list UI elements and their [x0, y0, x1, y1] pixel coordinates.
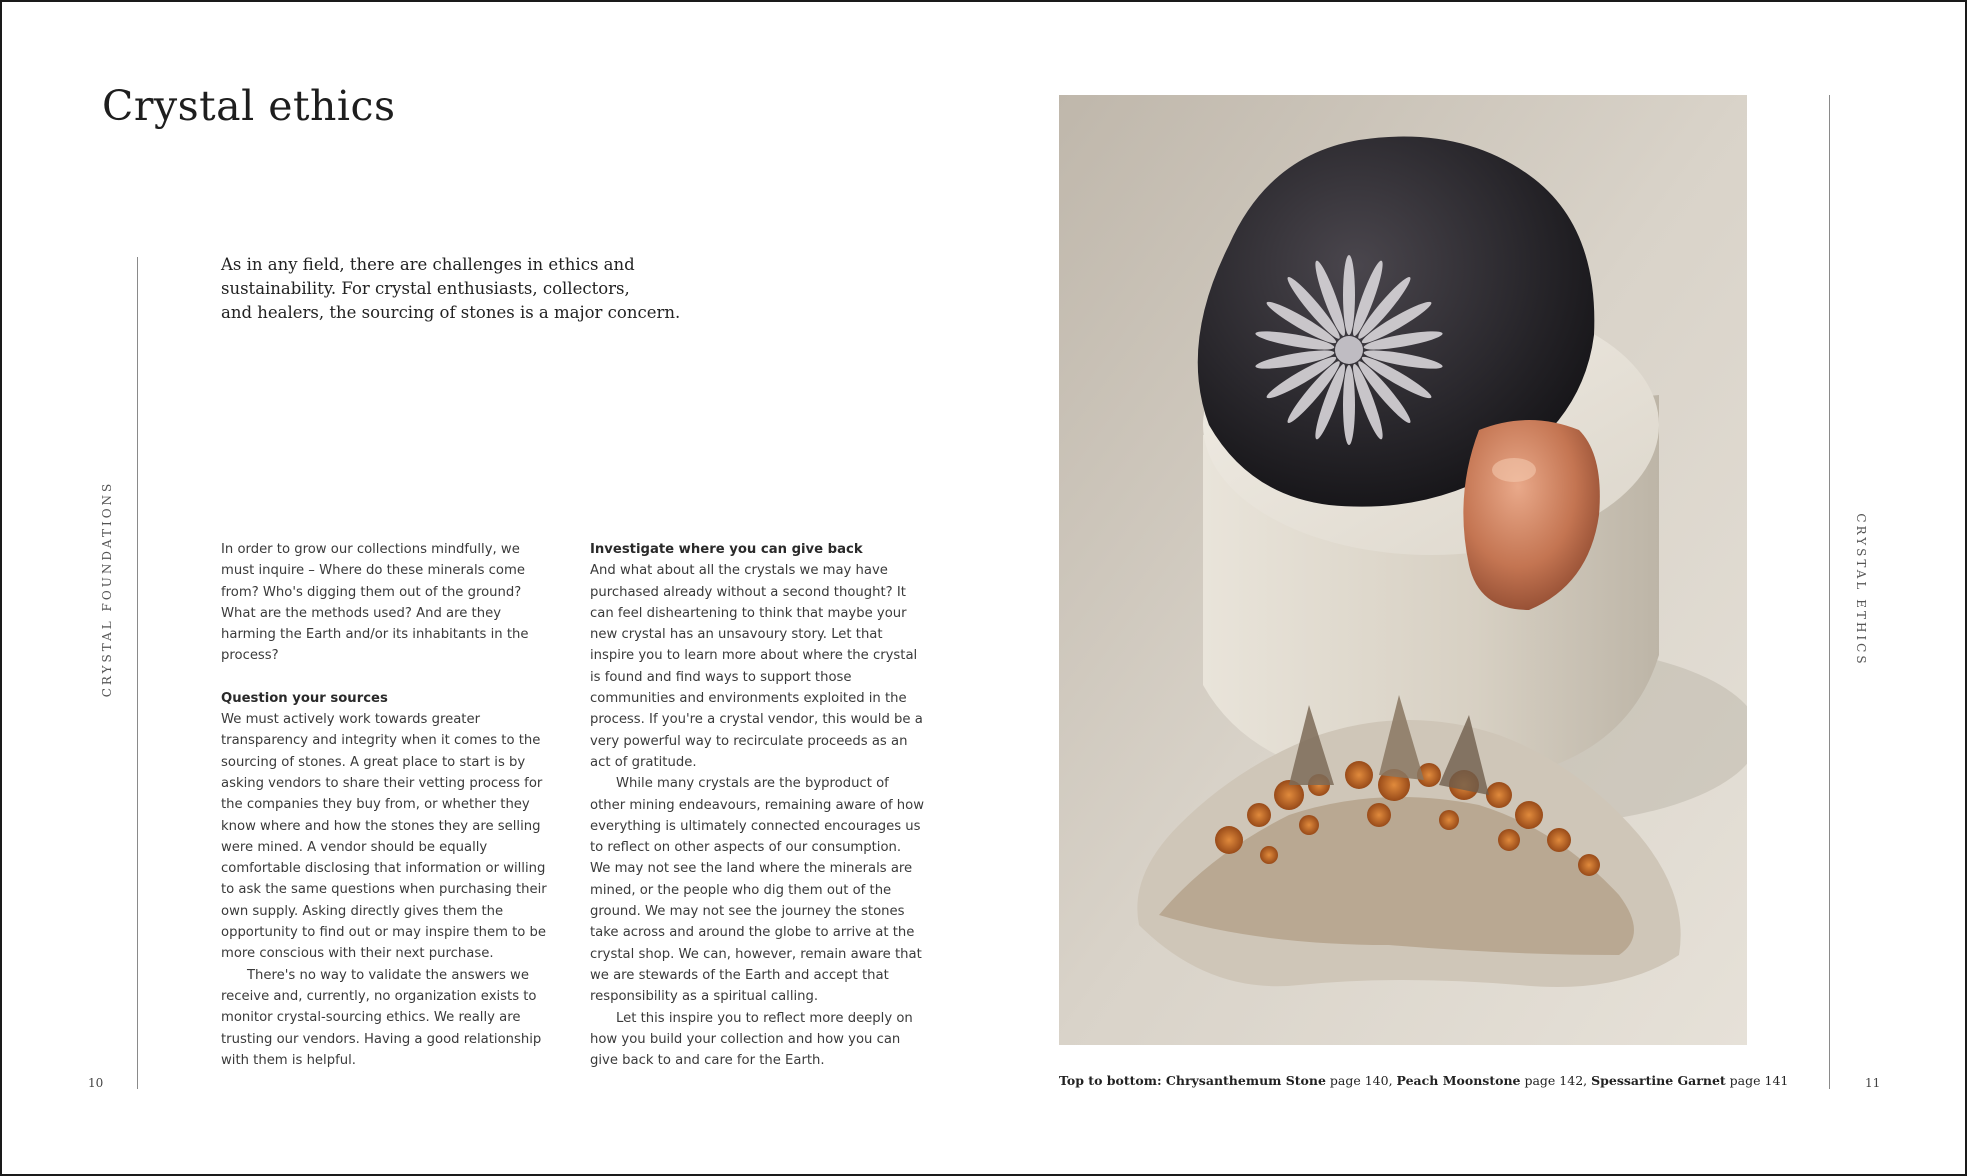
photo-caption: [1059, 1073, 1789, 1088]
caption-stone-2: Peach Moonstone: [1396, 1073, 1521, 1088]
right-page-number: 11: [1865, 1076, 1881, 1090]
crystal-illustration: [1059, 95, 1747, 1045]
caption-page-2: page 142,: [1520, 1073, 1592, 1088]
left-section-label: CRYSTAL FOUNDATIONS: [100, 480, 114, 698]
left-vertical-rule: [137, 257, 138, 1089]
subheading-give-back: Investigate where you can give back: [590, 542, 863, 557]
caption-stone-3: Spessartine Garnet: [1591, 1073, 1726, 1088]
crystal-photo: [1059, 95, 1747, 1045]
intro-paragraph: [221, 253, 691, 325]
subheading-question-sources: Question your sources: [221, 690, 388, 706]
body-paragraph: There's no way to validate the answers we receive and, currently, no organization exists to monitor crystal-sourcing ethics. We really are trusting our vendors. Having a good relationship with them is helpful.: [221, 967, 542, 1068]
right-vertical-rule: [1829, 95, 1830, 1089]
intro-line: and healers, the sourcing of stones is a major concern.: [221, 303, 681, 322]
body-column-right: [590, 539, 925, 1071]
caption-page-1: page 140,: [1325, 1073, 1397, 1088]
page-title: Crystal ethics: [102, 82, 396, 130]
body-paragraph: We must actively work towards greater transparency and integrity when it comes to the sourcing of stones. A great place to start is by asking vendors to share their vetting process for the companies they buy from, or whether they know where and how the stones they are selling were mined. A vendor should be equally comfortable disclosing that information or willing to ask the same questions when purchasing their own supply. Asking directly gives them the opportunity to find out or may inspire them to be more conscious with their next purchase.: [221, 712, 547, 962]
left-page-number: 10: [88, 1076, 104, 1090]
body-paragraph: And what about all the crystals we may have purchased already without a second thought? It can feel disheartening to think that maybe your new crystal has an unsavoury story. Let that inspire you to learn more about where the crystal is found and find ways to support those communities and environments exploited in the process. If you're a crystal vendor, this would be a very powerful way to recirculate proceeds as an act of gratitude.: [590, 563, 923, 770]
caption-stone-1: Chrysanthemum Stone: [1165, 1073, 1326, 1088]
caption-prefix: Top to bottom:: [1059, 1073, 1166, 1088]
body-paragraph: While many crystals are the byproduct of other mining endeavours, remaining aware of how everything is ultimately connected encourages us to reflect on other aspects of our consumption. We may not see the land where the minerals are mined, or the people who dig them out of the ground. We may not see the journey the stones take across and around the globe to arrive at the crystal shop. We can, however, remain aware that we are stewards of the Earth and accept that responsibility as a spiritual calling.: [590, 776, 925, 1005]
caption-page-3: page 141: [1725, 1073, 1789, 1088]
body-paragraph: Let this inspire you to reflect more deeply on how you build your collection and how you can give back to and care for the Earth.: [590, 1010, 913, 1069]
body-column-left: [221, 539, 556, 1071]
body-paragraph: In order to grow our collections mindfully, we must inquire – Where do these minerals come from? Who's digging them out of the ground? What are the methods used? And are they harming the Earth and/or its inhabitants in the process?: [221, 542, 529, 664]
right-section-label: CRYSTAL ETHICS: [1854, 513, 1868, 667]
intro-line: sustainability. For crystal enthusiasts, collectors,: [221, 279, 630, 298]
intro-line: As in any field, there are challenges in ethics and: [221, 255, 635, 274]
